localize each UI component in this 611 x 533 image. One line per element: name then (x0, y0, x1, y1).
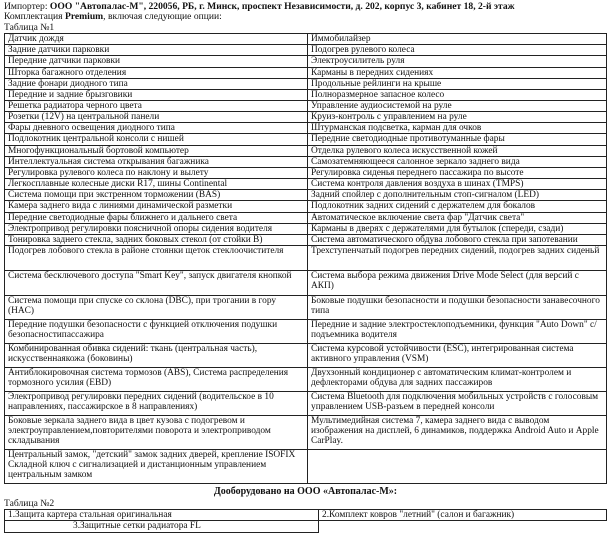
table-row (5, 510, 607, 521)
complectation-line (4, 12, 607, 22)
table-row (5, 101, 607, 112)
table-row (5, 190, 607, 201)
table-row (5, 56, 607, 67)
complectation-prefix: Комплектация (4, 11, 65, 23)
table-row (5, 223, 607, 234)
table-cell: Карманы в дверях с держателями для бутылок (спереди, сзади) (308, 223, 607, 234)
table-cell: Карманы в передних сидениях (308, 67, 607, 78)
table-cell: Мультимедийная система 7, камера заднего вида с выводом изображения на дисплей, 6 динамиков, поддержка Android Auto и Apple CarPlay. (308, 416, 607, 450)
complectation-suffix: , включая следующие опции: (103, 11, 222, 23)
table-cell: Боковые зеркала заднего вида в цвет кузова с подогревом и электроуправлением,повторителями поворота и электроприводом складывания (5, 416, 308, 450)
table-cell: Решетка радиатора черного цвета (5, 101, 308, 112)
table-row (5, 521, 607, 532)
table2-caption: Таблица №2 (4, 497, 55, 509)
table-cell: 2.Комплект ковров "летний" (салон и багажник) (319, 510, 607, 521)
table-cell: Многофункциональный бортовой компьютер (5, 145, 308, 156)
table-row (5, 89, 607, 100)
table-cell: Система выбора режима движения Drive Mode Select (для версий с АКП) (308, 271, 607, 296)
table-row (5, 296, 607, 320)
table-cell: Интеллектуальная система открывания багажника (5, 156, 308, 167)
table-cell: Передние светодиодные противотуманные фары (308, 134, 607, 145)
table-cell: Система автоматического обдува лобового стекла при запотевании (308, 234, 607, 245)
table-cell: Система контроля давления воздуха в шинах (TMPS) (308, 179, 607, 190)
table-cell: Подогрев рулевого колеса (308, 45, 607, 56)
table-cell: Передние датчики парковки (5, 56, 308, 67)
table-cell: Передние и задние брызговики (5, 89, 308, 100)
table-cell: Комбинированная обивка сидений: ткань (центральная часть), искусственнаякожа (боковины) (5, 344, 308, 368)
table-row (5, 145, 607, 156)
table-cell: 3.Защитные сетки радиатора FL (5, 521, 319, 532)
table-cell: Передние светодиодные фары ближнего и дальнего света (5, 212, 308, 223)
table-cell: Система Bluetooth для подключения мобильных устройств с голосовым управлением USB-разъем в передней консоли (308, 392, 607, 416)
table-cell: Розетки (12V) на центральной панели (5, 112, 308, 123)
table-cell: Подлокотник задних сидений с держателем для бокалов (308, 201, 607, 212)
table-cell: Система курсовой устойчивости (ESC), интегрированная система активного управления (VSM) (308, 344, 607, 368)
table-row (5, 34, 607, 45)
table-row (5, 179, 607, 190)
table-cell: Трехступенчатый подогрев передних сидений, подогрев задних сиденьй (308, 246, 607, 271)
table-cell: Автоматическое включение света фар "Датчик света" (308, 212, 607, 223)
table-cell: Двухзонный кондиционер с автоматическим климат-контролем и дефлекторами обдува для задних пассажиров (308, 368, 607, 392)
table-row (5, 134, 607, 145)
table-cell: Камера заднего вида с линиями динамической разметки (5, 201, 308, 212)
options-table (4, 33, 607, 484)
table-cell: Электропривод регулировки поясничной опоры сидения водителя (5, 223, 308, 234)
table-row (5, 344, 607, 368)
table-cell: Легкосплавные колесные диски R17, шины Continental (5, 179, 308, 190)
table-row (5, 212, 607, 223)
table-cell: Система бесключевого доступа "Smart Key", запуск двигателя кнопкой (5, 271, 308, 296)
table-row (5, 234, 607, 245)
table-cell: Отделка рулевого колеса искусственной кожей (308, 145, 607, 156)
table-cell: Система помощи при спуске со склона (DBC), при трогании в гору (HAC) (5, 296, 308, 320)
table-row (5, 45, 607, 56)
table-cell: Регулировка сиденья переднего пассажира по высоте (308, 167, 607, 178)
table-row (5, 156, 607, 167)
table-cell: Передние и задние электростеклоподъемники, функция "Auto Down" с/подъемника водителя (308, 320, 607, 344)
table-row (5, 201, 607, 212)
table-cell: Штурманская подсветка, карман для очков (308, 123, 607, 134)
table-row (5, 416, 607, 450)
complectation-name: Premium (64, 11, 104, 23)
table-cell: Электропривод регулировки передних сидений (водительское в 10 направлениях, пассажирское в 8 направлениях) (5, 392, 308, 416)
table-row (5, 112, 607, 123)
table-cell: Шторка багажного отделения (5, 67, 308, 78)
table-cell: Система помощи при экстренном торможении (BAS) (5, 190, 308, 201)
table-cell: 1.Защита картера стальная оригинальная (5, 510, 233, 521)
table-cell: Иммобилайзер (308, 34, 607, 45)
table-row (5, 78, 607, 89)
table-cell: Подлокотник центральной консоли с нишей (5, 134, 308, 145)
table-cell: Регулировка рулевого колеса по наклону и вылету (5, 167, 308, 178)
importer-label: Импортер: (4, 1, 48, 12)
table-row (5, 320, 607, 344)
table-cell: Подогрев лобового стекла в районе стоянки щеток стеклоочистителя (5, 246, 308, 271)
importer-text: ООО "Автопалас-М", 220056, РБ, г. Минск, проспект Независимости, д. 202, корпус 3, кабинет 18, 2-й этаж (47, 1, 515, 12)
table-cell: Тонировка заднего стекла, задних боковых стекол (от стойки В) (5, 234, 308, 245)
table-cell (308, 450, 607, 484)
table-cell: Антиблокировочная система тормозов (ABS), Система распределения тормозного усилия (EBD) (5, 368, 308, 392)
extra-equipment-table (4, 509, 607, 532)
table-cell: Передние подушки безопасности с функцией отключения подушки безопасностипассажира (5, 320, 308, 344)
table1-caption: Таблица №1 (4, 21, 55, 33)
subtitle: Дооборудовано на ООО «Автопалас-М»: (213, 486, 398, 498)
table-cell (233, 510, 319, 521)
table-row (5, 450, 607, 484)
table-cell: Электроусилитель руля (308, 56, 607, 67)
table-cell: Управление аудиосистемой на руле (308, 101, 607, 112)
table-row (5, 246, 607, 271)
table-cell: Полноразмерное запасное колесо (308, 89, 607, 100)
table-row (5, 67, 607, 78)
table-cell: Продольные рейлинги на крыше (308, 78, 607, 89)
table-row (5, 392, 607, 416)
table-cell-empty (319, 521, 607, 532)
table-cell: Боковые подушки безопасности и подушки безопасности занавесочного типа (308, 296, 607, 320)
table-cell: Фары дневного освещения диодного типа (5, 123, 308, 134)
table-cell: Задний спойлер с дополнительным стоп-сигналом (LED) (308, 190, 607, 201)
table-cell: Задние фонари диодного типа (5, 78, 308, 89)
table-row (5, 368, 607, 392)
table-cell: Датчик дождя (5, 34, 308, 45)
table-cell: Центральный замок, "детский" замок задних дверей, крепление ISOFIX Складной ключ с сигнализацией и дистанционным управлением центральным замком (5, 450, 308, 484)
table-cell: Круиз-контроль с управлением на руле (308, 112, 607, 123)
table-cell: Самозатемняющееся салонное зеркало заднего вида (308, 156, 607, 167)
table-row (5, 123, 607, 134)
table-cell: Задние датчики парковки (5, 45, 308, 56)
table-row (5, 167, 607, 178)
table-row (5, 271, 607, 296)
